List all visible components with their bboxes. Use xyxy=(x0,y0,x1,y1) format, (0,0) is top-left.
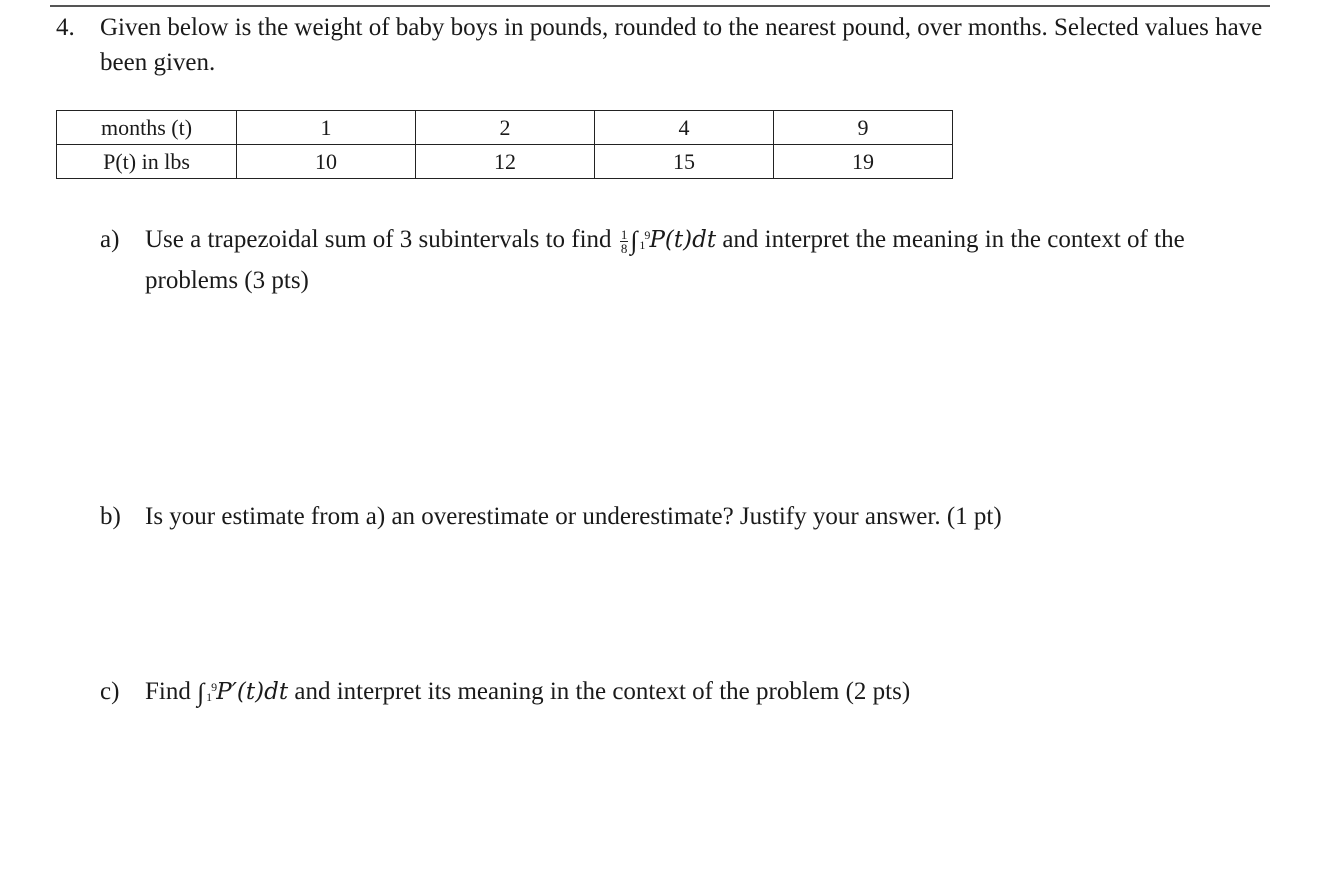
table-cell: 15 xyxy=(595,145,774,179)
table-cell: 19 xyxy=(774,145,953,179)
fraction-numerator: 1 xyxy=(620,226,628,242)
part-c-text-after: and interpret its meaning in the context of the problem (2 pts) xyxy=(294,678,911,705)
integrand: P′(t)dt xyxy=(216,679,289,705)
table-cell: 9 xyxy=(774,111,953,145)
integral-sign: ∫ 9 1 xyxy=(630,221,637,261)
part-b xyxy=(100,497,1250,537)
table-cell: 4 xyxy=(595,111,774,145)
part-a-label: a) xyxy=(100,226,120,253)
part-c xyxy=(100,672,1250,713)
fraction xyxy=(620,228,629,255)
integral-upper-limit: 9 xyxy=(644,228,651,242)
question-number: 4. xyxy=(56,14,75,41)
question-text: Given below is the weight of baby boys in pounds, rounded to the nearest pound, over months. Selected values have been given. xyxy=(100,14,1263,76)
weight-table xyxy=(56,110,953,179)
table-cell: 2 xyxy=(416,111,595,145)
integral-upper-limit: 9 xyxy=(211,680,218,694)
part-c-text-before: Find xyxy=(145,678,191,705)
part-b-text: Is your estimate from a) an overestimate or underestimate? Justify your answer. (1 pt) xyxy=(145,503,1002,530)
part-a xyxy=(100,220,1250,301)
table-row xyxy=(57,111,953,145)
table-cell: 10 xyxy=(237,145,416,179)
integrand: P(t)dt xyxy=(649,227,717,253)
table-row xyxy=(57,145,953,179)
part-c-label: c) xyxy=(100,678,120,705)
fraction-denominator: 8 xyxy=(620,240,628,256)
part-a-text-before: Use a trapezoidal sum of 3 subintervals to find xyxy=(145,226,612,253)
table-header-cell: P(t) in lbs xyxy=(57,145,237,179)
integral-sign: ∫ 9 1 xyxy=(197,673,204,713)
question-header xyxy=(56,10,1266,80)
table-cell: 1 xyxy=(237,111,416,145)
part-a-text-after: and interpret the meaning in the context of the problems (3 pts) xyxy=(145,226,1185,294)
integral-lower-limit: 1 xyxy=(206,690,213,704)
table-cell: 12 xyxy=(416,145,595,179)
integral-lower-limit: 1 xyxy=(639,238,646,252)
table-header-cell: months (t) xyxy=(57,111,237,145)
part-c-body xyxy=(145,672,1250,713)
part-b-label: b) xyxy=(100,503,121,530)
part-a-body xyxy=(145,220,1250,301)
top-rule xyxy=(50,5,1270,7)
